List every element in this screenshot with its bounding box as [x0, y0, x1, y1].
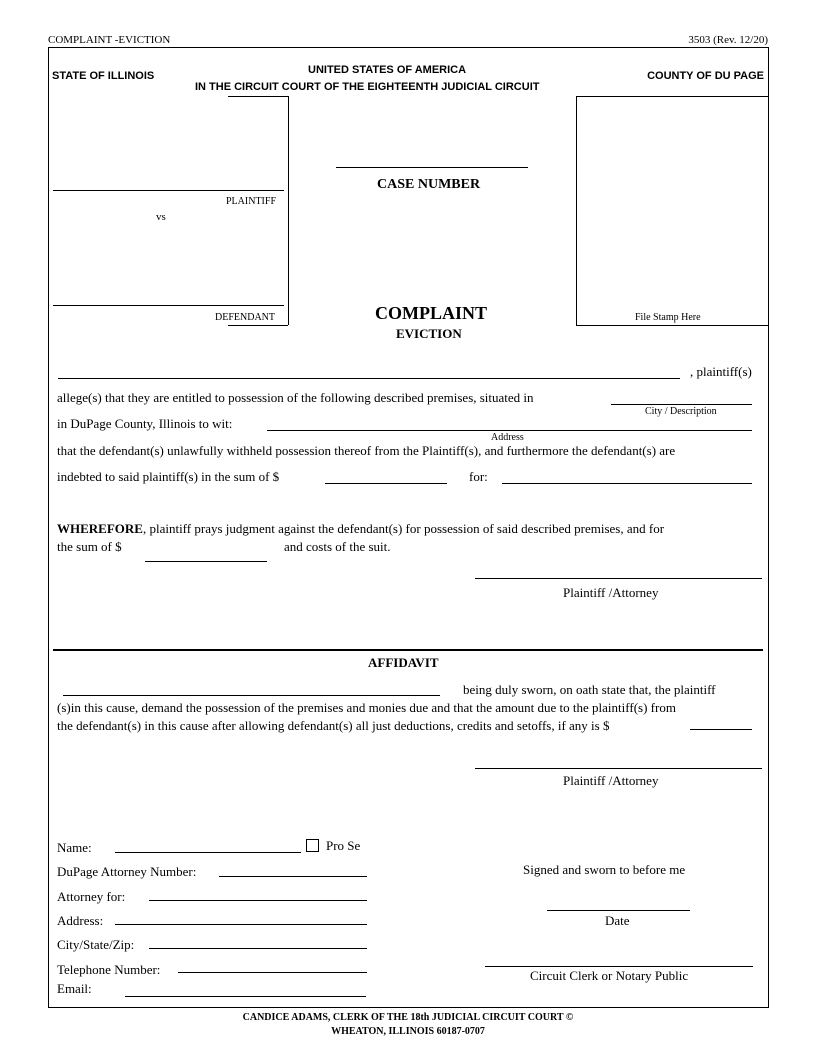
- email-label: Email:: [57, 981, 92, 996]
- date-label: Date: [605, 913, 630, 928]
- footer-clerk: CANDICE ADAMS, CLERK OF THE 18th JUDICIAL CIRCUIT COURT ©: [242, 1012, 574, 1023]
- sum-text: the sum of $: [57, 539, 122, 554]
- plaintiff-label: PLAINTIFF: [226, 196, 277, 207]
- affidavit-line3: the defendant(s) in this cause after allowing defendant(s) all just deductions, credits and setoffs, if any is $: [57, 718, 610, 733]
- sum-field[interactable]: [325, 469, 447, 484]
- complaint-title: COMPLAINT: [375, 303, 487, 323]
- pro-se-label: Pro Se: [326, 838, 361, 853]
- telephone-field[interactable]: [178, 958, 367, 973]
- allege-text: allege(s) that they are entitled to possession of the following described premises, situated in: [57, 390, 534, 405]
- email-field[interactable]: [125, 982, 366, 997]
- wherefore-bold: WHEREFORE: [57, 521, 143, 536]
- complaint-signature-field[interactable]: [475, 564, 762, 579]
- clerk-signature-field[interactable]: [485, 952, 753, 967]
- file-stamp-box: [576, 96, 769, 326]
- vs-label: vs: [156, 211, 166, 223]
- name-label: Name:: [57, 840, 92, 855]
- complaint-subtitle: EVICTION: [396, 326, 462, 341]
- clerk-label: Circuit Clerk or Notary Public: [530, 968, 689, 983]
- attorney-number-field[interactable]: [219, 862, 367, 877]
- plaintiffs-field[interactable]: [58, 364, 680, 379]
- costs-text: and costs of the suit.: [284, 539, 391, 554]
- frame-bottom: [48, 1007, 769, 1008]
- for-label: for:: [469, 469, 488, 484]
- plaintiffs-suffix: , plaintiff(s): [690, 364, 752, 379]
- attorney-for-field[interactable]: [149, 886, 367, 901]
- pro-se-checkbox[interactable]: [306, 839, 319, 852]
- county-text: in DuPage County, Illinois to wit:: [57, 416, 233, 431]
- affidavit-signature-field[interactable]: [475, 754, 762, 769]
- complaint-signature-label: Plaintiff /Attorney: [563, 585, 659, 600]
- wherefore-text: , plaintiff prays judgment against the defendant(s) for possession of said described premises, and for: [142, 521, 665, 536]
- attorney-number-label: DuPage Attorney Number:: [57, 864, 197, 879]
- wherefore-sum-field[interactable]: [145, 547, 267, 562]
- affiant-name-field[interactable]: [63, 681, 440, 696]
- wherefore-paragraph: [57, 521, 664, 537]
- affidavit-signature-label: Plaintiff /Attorney: [563, 773, 659, 788]
- caption-box-right: [288, 96, 289, 325]
- affidavit-line2: (s)in this cause, demand the possession of the premises and monies due and that the amount due to the plaintiff(s) from: [57, 700, 676, 715]
- telephone-label: Telephone Number:: [57, 962, 161, 977]
- court-label: IN THE CIRCUIT COURT OF THE EIGHTEENTH JUDICIAL CIRCUIT: [195, 81, 540, 93]
- city-state-zip-label: City/State/Zip:: [57, 937, 135, 952]
- address-contact-field[interactable]: [115, 910, 367, 925]
- frame-left: [48, 47, 49, 1007]
- address-contact-label: Address:: [57, 913, 104, 928]
- form-title: COMPLAINT -EVICTION: [48, 34, 171, 46]
- case-number-label: CASE NUMBER: [377, 177, 481, 192]
- defendant-label: DEFENDANT: [215, 312, 275, 323]
- county-label: COUNTY OF DU PAGE: [647, 70, 764, 82]
- affidavit-amount-field[interactable]: [690, 715, 752, 730]
- date-field[interactable]: [547, 896, 690, 911]
- affidavit-divider: [53, 649, 763, 651]
- country-label: UNITED STATES OF AMERICA: [308, 64, 467, 76]
- indebted-text: indebted to said plaintiff(s) in the sum of $: [57, 469, 280, 484]
- file-stamp-label: File Stamp Here: [635, 312, 701, 323]
- attorney-for-label: Attorney for:: [57, 889, 126, 904]
- city-description-label: City / Description: [645, 406, 717, 417]
- plaintiff-name-field[interactable]: [53, 176, 284, 191]
- caption-box-top: [228, 96, 288, 97]
- address-field[interactable]: [267, 416, 752, 431]
- defendant-name-field[interactable]: [53, 291, 284, 306]
- city-description-field[interactable]: [611, 390, 752, 405]
- address-label: Address: [491, 432, 524, 443]
- footer-address: WHEATON, ILLINOIS 60187-0707: [331, 1026, 485, 1037]
- state-label: STATE OF ILLINOIS: [52, 70, 155, 82]
- caption-box-bottom: [228, 325, 288, 326]
- case-number-field[interactable]: [336, 153, 528, 168]
- form-number: 3503 (Rev. 12/20): [688, 34, 768, 46]
- header-rule: [48, 47, 769, 48]
- withheld-text: that the defendant(s) unlawfully withheld possession thereof from the Plaintiff(s), and furthermore the defendant(s) are: [57, 443, 676, 458]
- sworn-text: Signed and sworn to before me: [523, 862, 686, 877]
- affidavit-line1: being duly sworn, on oath state that, the plaintiff: [463, 682, 716, 697]
- city-state-zip-field[interactable]: [149, 934, 367, 949]
- affidavit-title: AFFIDAVIT: [368, 655, 439, 670]
- for-field[interactable]: [502, 469, 752, 484]
- name-field[interactable]: [115, 838, 301, 853]
